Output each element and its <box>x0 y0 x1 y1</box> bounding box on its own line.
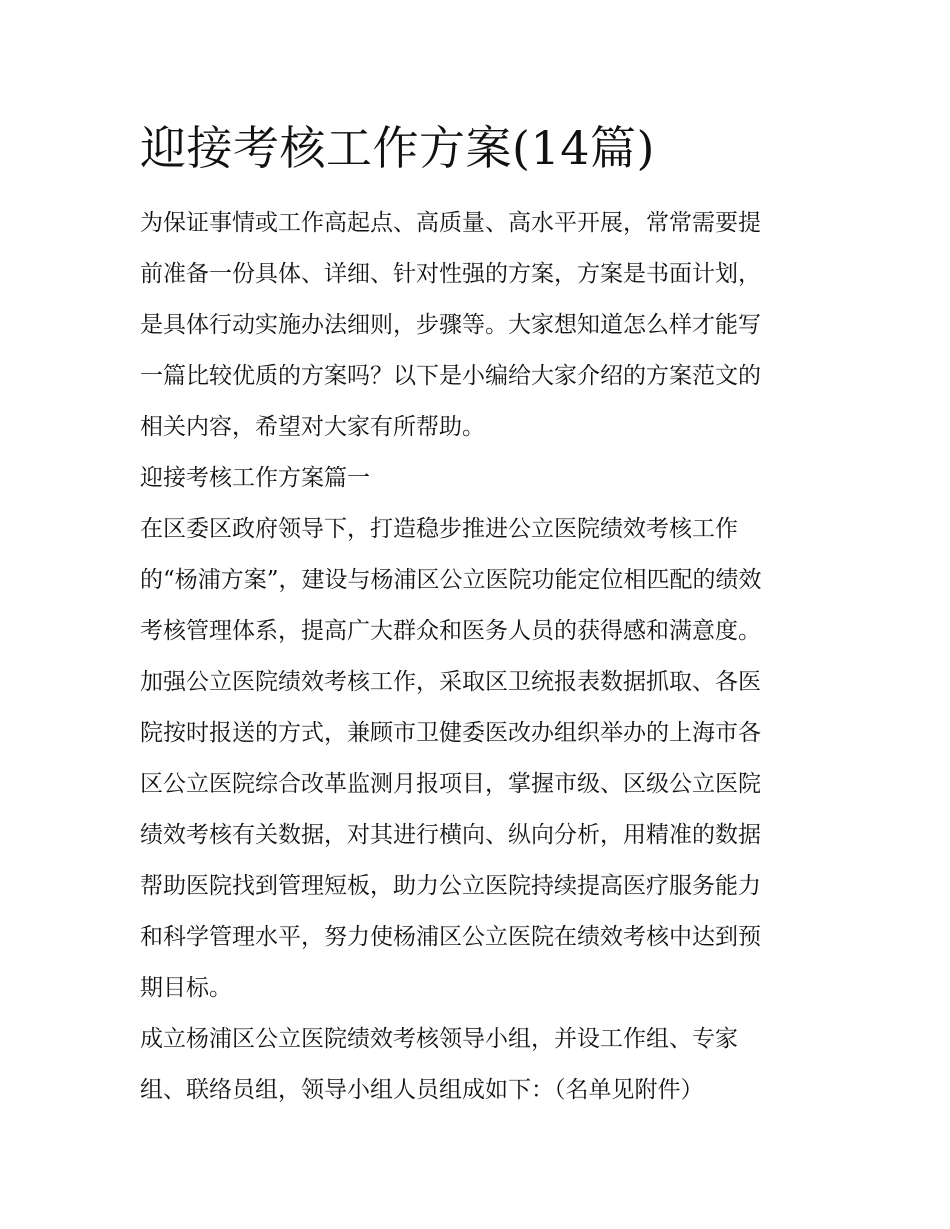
body-line: 考核管理体系，提高广大群众和医务人员的获得感和满意度。 <box>140 618 761 644</box>
intro-paragraph <box>140 198 820 453</box>
section-heading <box>140 453 820 504</box>
body-line: 院按时报送的方式，兼顾市卫健委医改办组织举办的上海市各 <box>140 720 761 746</box>
body-paragraph-2 <box>140 657 820 1014</box>
intro-line: 一篇比较优质的方案吗？以下是小编给大家介绍的方案范文的 <box>140 363 761 389</box>
page-title: 迎接考核工作方案(14篇) <box>140 121 655 175</box>
document-page <box>140 112 820 1116</box>
body-line: 和科学管理水平，努力使杨浦区公立医院在绩效考核中达到预 <box>140 924 761 950</box>
section-heading-text: 迎接考核工作方案篇一 <box>140 465 370 491</box>
body-line: 的“杨浦方案”，建设与杨浦区公立医院功能定位相匹配的绩效 <box>140 567 762 593</box>
body-line: 帮助医院找到管理短板，助力公立医院持续提高医疗服务能力 <box>140 873 761 899</box>
body-line: 期目标。 <box>140 975 232 1001</box>
body-line: 成立杨浦区公立医院绩效考核领导小组，并设工作组、专家 <box>140 1026 738 1052</box>
body-line: 组、联络员组，领导小组人员组成如下：（名单见附件） <box>140 1077 704 1103</box>
body-line: 在区委区政府领导下，打造稳步推进公立医院绩效考核工作 <box>140 516 738 542</box>
body-line: 区公立医院综合改革监测月报项目，掌握市级、区级公立医院 <box>140 771 761 797</box>
intro-line: 是具体行动实施办法细则，步骤等。大家想知道怎么样才能写 <box>140 312 761 338</box>
body-paragraph-3 <box>140 1014 820 1116</box>
intro-line: 前准备一份具体、详细、针对性强的方案，方案是书面计划， <box>140 261 761 287</box>
body-paragraph-1 <box>140 504 820 657</box>
body-line: 加强公立医院绩效考核工作，采取区卫统报表数据抓取、各医 <box>140 669 761 695</box>
intro-line: 为保证事情或工作高起点、高质量、高水平开展，常常需要提 <box>140 210 761 236</box>
intro-line: 相关内容，希望对大家有所帮助。 <box>140 414 485 440</box>
body-line: 绩效考核有关数据，对其进行横向、纵向分析，用精准的数据 <box>140 822 761 848</box>
